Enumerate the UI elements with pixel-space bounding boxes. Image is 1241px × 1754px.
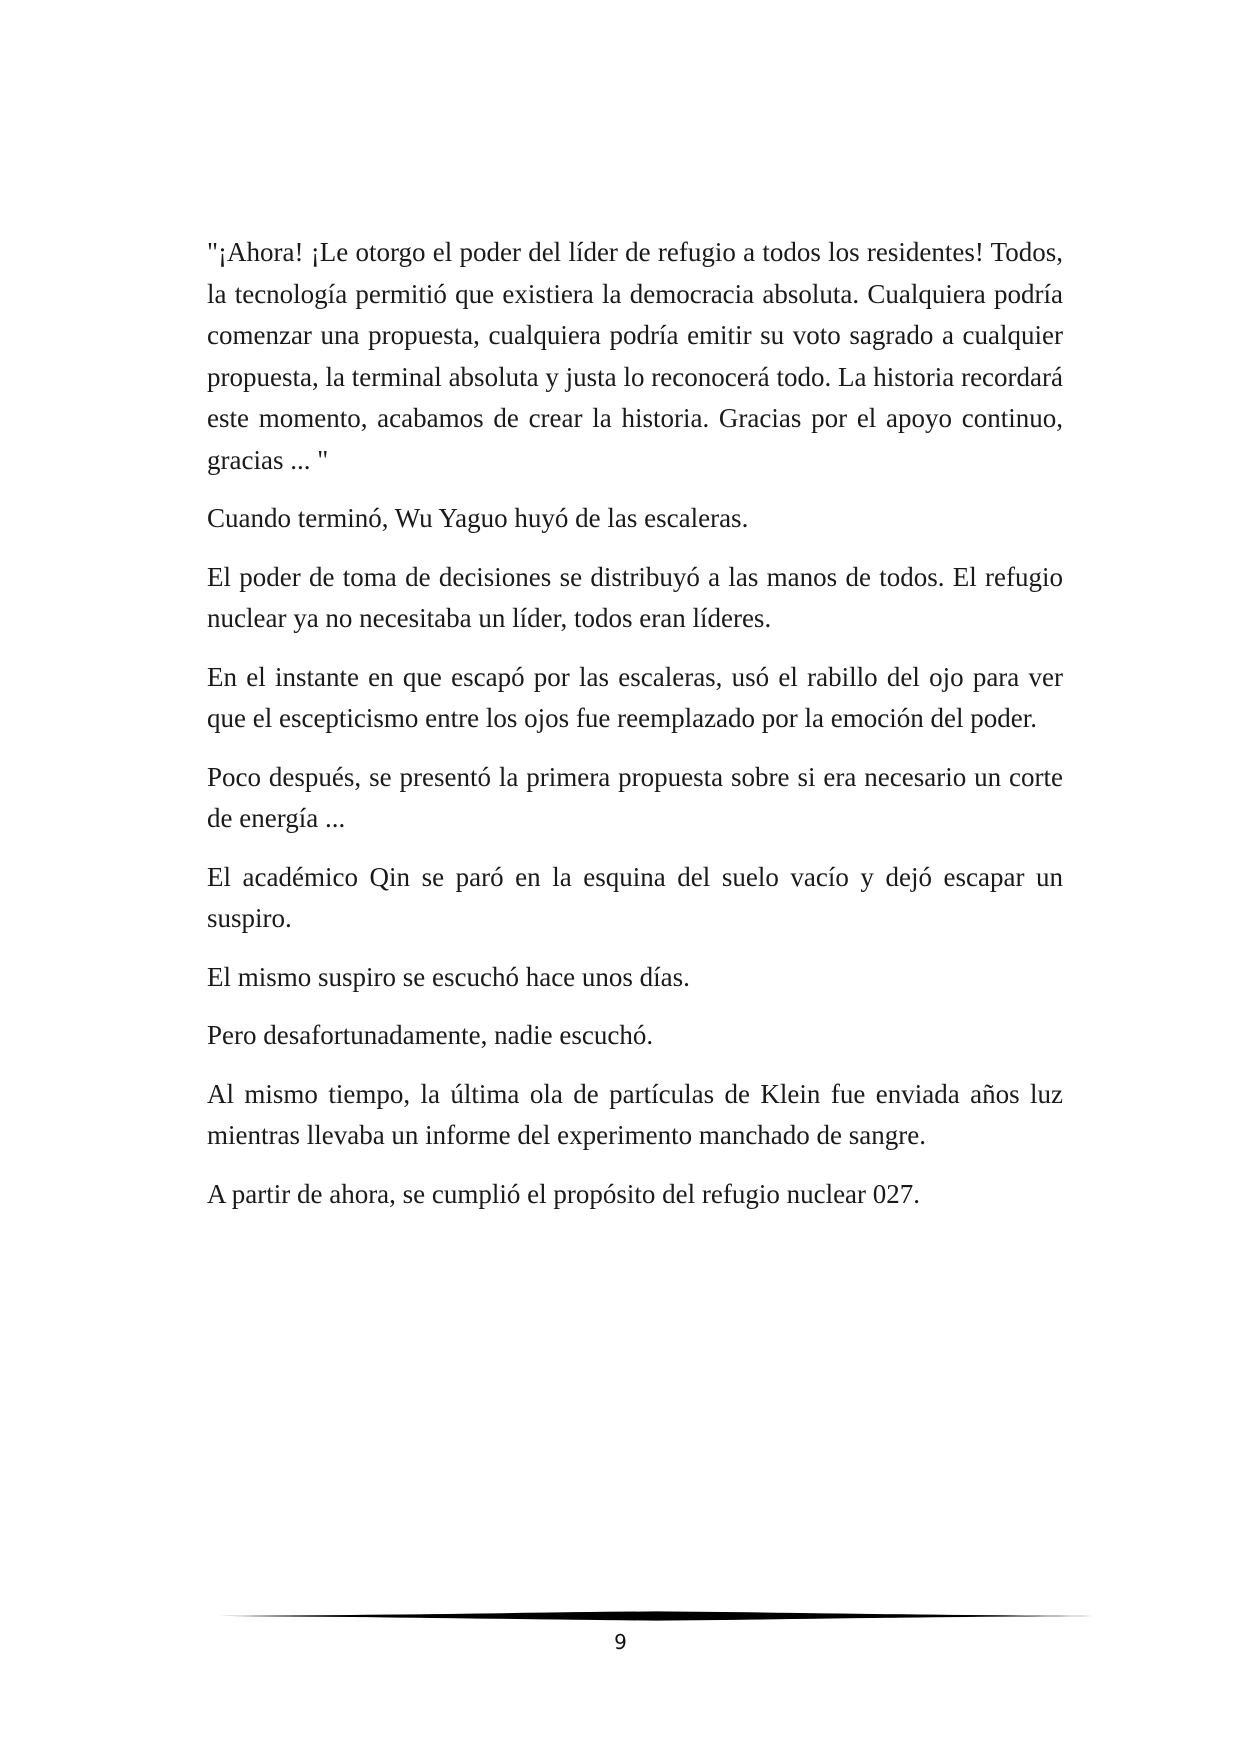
paragraph: "¡Ahora! ¡Le otorgo el poder del líder de refugio a todos los residentes! Todos, la tecnología permitió que existiera la democracia absoluta. Cualquiera podría comenzar una propuesta, cualquiera podría emitir su voto sagrado a cualquier propuesta, la terminal absoluta y justa lo reconocerá todo. La historia recordará este momento, acabamos de crear la historia. Gracias por el apoyo continuo, gracias ... " bbox=[207, 237, 1063, 475]
footer-divider bbox=[207, 1610, 1104, 1622]
paragraph: El mismo suspiro se escuchó hace unos días. bbox=[207, 961, 690, 992]
body-text bbox=[207, 232, 1063, 1232]
paragraph: A partir de ahora, se cumplió el propósito del refugio nuclear 027. bbox=[207, 1178, 921, 1209]
page-number: 9 bbox=[614, 1630, 627, 1654]
paragraph: Al mismo tiempo, la última ola de partículas de Klein fue enviada años luz mientras llevaba un informe del experimento manchado de sangre. bbox=[207, 1078, 1063, 1150]
paragraph: El poder de toma de decisiones se distribuyó a las manos de todos. El refugio nuclear ya no necesitaba un líder, todos eran líderes. bbox=[207, 561, 1063, 633]
paragraph: Poco después, se presentó la primera propuesta sobre si era necesario un corte de energía ... bbox=[207, 761, 1063, 833]
paragraph: El académico Qin se paró en la esquina del suelo vacío y dejó escapar un suspiro. bbox=[207, 861, 1063, 933]
paragraph: Cuando terminó, Wu Yaguo huyó de las escaleras. bbox=[207, 503, 749, 533]
paragraph: Pero desafortunadamente, nadie escuchó. bbox=[207, 1020, 654, 1050]
paragraph: En el instante en que escapó por las escaleras, usó el rabillo del ojo para ver que el escepticismo entre los ojos fue reemplazado por la emoción del poder. bbox=[207, 661, 1063, 733]
